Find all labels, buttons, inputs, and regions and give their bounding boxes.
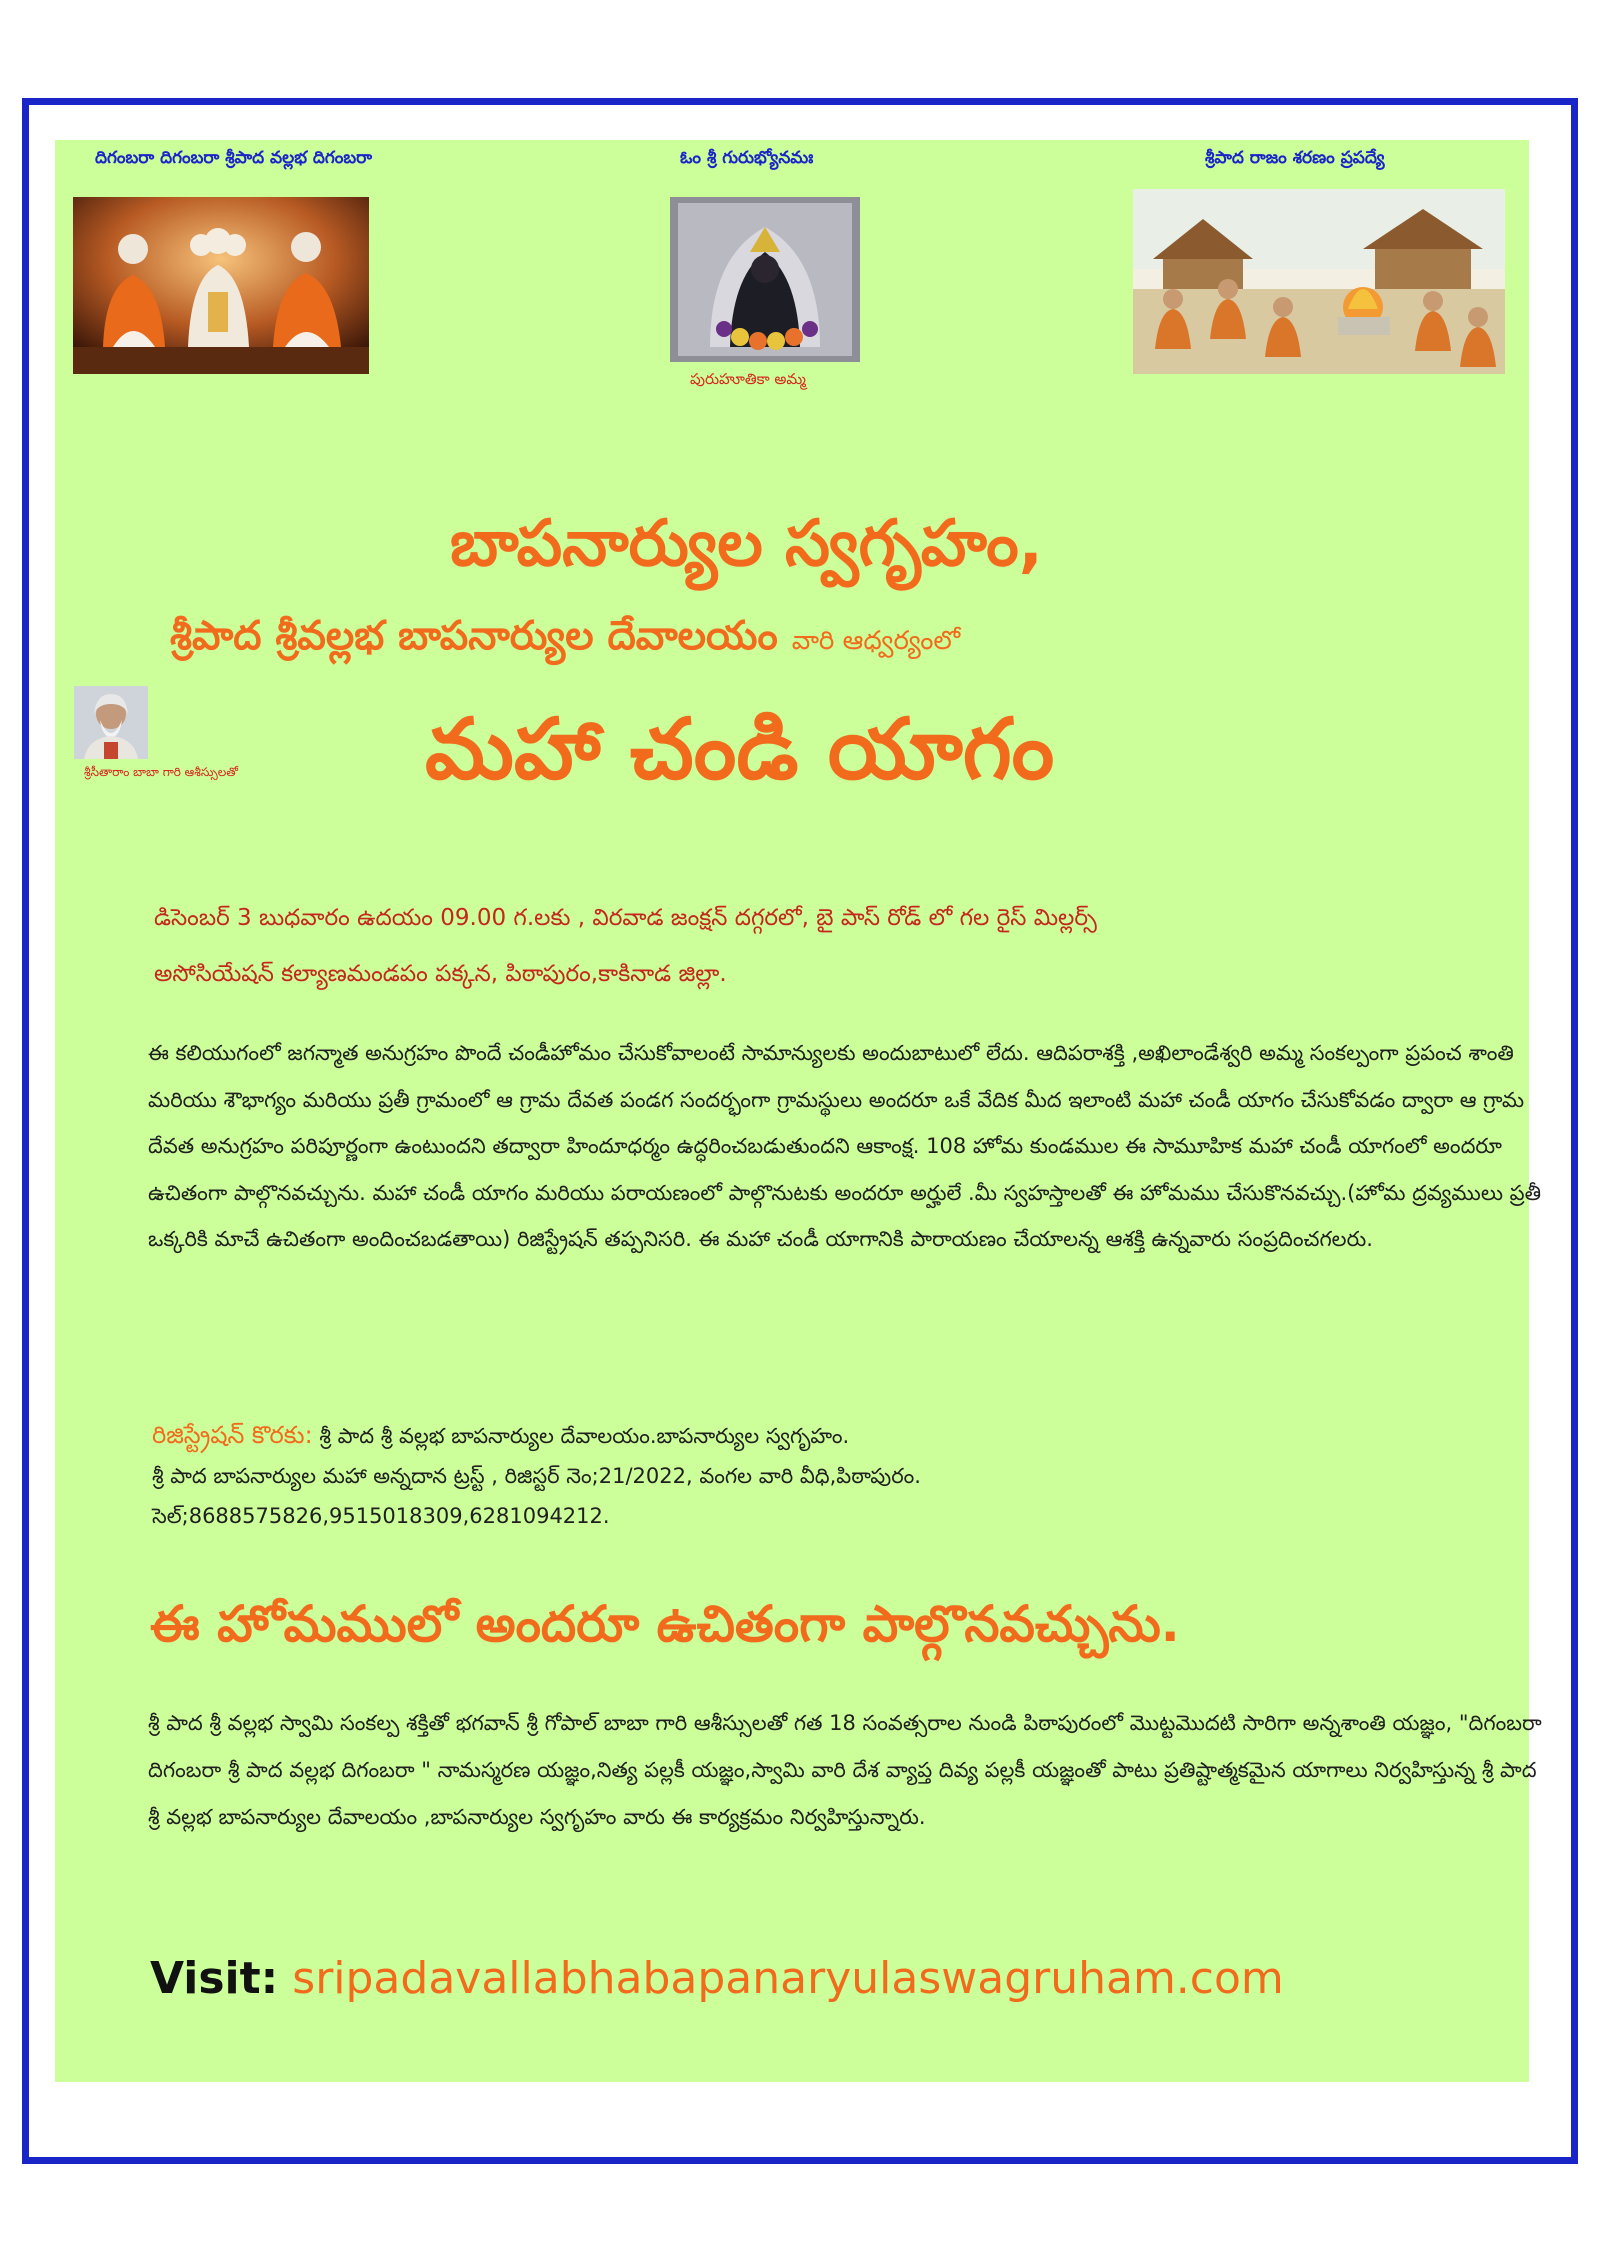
registration-address-1: శ్రీ పాద శ్రీ వల్లభ బాపనార్యుల దేవాలయం.బాపనార్యుల స్వగృహం.: [319, 1424, 850, 1448]
event-details: [154, 890, 1097, 1002]
header-right-text: శ్రీపాద రాజం శరణం ప్రపద్యే: [1205, 148, 1385, 168]
visit-label: Visit:: [150, 1953, 279, 2004]
registration-phones: సెల్;8688575826,9515018309,6281094212.: [152, 1504, 610, 1528]
deity-caption: పురుహూతికా అమ్మ: [690, 370, 806, 388]
event-line-2: అసోసియేషన్ కల్యాణమండపం పక్కన, పిఠాపురం,కాకినాడ జిల్లా.: [154, 961, 727, 987]
visit-line: [150, 1953, 1284, 2004]
baba-caption: శ్రీసీతారాం బాబా గారి ఆశీస్సులతో: [84, 765, 238, 779]
header-left-text: దిగంబరా దిగంబరా శ్రీపాద వల్లభ దిగంబరా: [95, 148, 373, 168]
saints-idols-photo: [73, 197, 369, 374]
event-line-1: డిసెంబర్ 3 బుధవారం ఉదయం 09.00 గ.లకు , విరవాడ జంక్షన్ దగ్గరలో, బై పాస్ రోడ్ లో గల రైస్ మిల్లర్స్: [154, 905, 1097, 931]
website-link[interactable]: sripadavallabhabapanaryulaswagruham.com: [292, 1953, 1284, 2004]
registration-label: రిజిస్ట్రేషన్ కొరకు:: [152, 1421, 313, 1449]
baba-photo: [74, 686, 148, 759]
title-line-2-suffix: వారి ఆధ్వర్యంలో: [791, 626, 961, 656]
title-line-2-main: శ్రీపాద శ్రీవల్లభ బాపనార్యుల దేవాలయం: [170, 613, 778, 659]
participation-highlight: ఈ హోమములో అందరూ ఉచితంగా పాల్గొనవచ్చును.: [150, 1595, 1180, 1653]
about-paragraph: శ్రీ పాద శ్రీ వల్లభ స్వామి సంకల్ప శక్తితో భగవాన్ శ్రీ గోపాల్ బాబా గారి ఆశీస్సులతో గత 18 సంవత్సరాల నుండి పిఠాపురంలో మొట్టమొదటి సారిగా అన్నశాంతి యజ్ఞం, "దిగంబరా దిగంబరా శ్రీ పాద వల్లభ దిగంబరా " నామస్మరణ యజ్ఞం,నిత్య పల్లకీ యజ్ఞం,స్వామి వారి దేశ వ్యాప్త దివ్య పల్లకీ యజ్ఞంతో పాటు ప్రతిష్టాత్మకమైన యాగాలు నిర్వహిస్తున్న శ్రీ పాద శ్రీ వల్లభ బాపనార్యుల దేవాలయం ,బాపనార్యుల స్వగృహం వారు ఈ కార్యక్రమం నిర్వహిస్తున్నారు.: [148, 1711, 1542, 1829]
header-center-text: ఓం శ్రీ గురుభ్యోనమః: [680, 148, 814, 168]
title-line-2: [170, 613, 960, 669]
registration-block: [152, 1415, 921, 1536]
registration-line-2: శ్రీ పాద బాపనార్యుల మహా అన్నదాన ట్రస్ట్ , రిజిస్టర్ నెం;21/2022, వంగల వారి వీధి,పిఠాపురం.: [152, 1464, 921, 1488]
registration-line-1: [152, 1415, 921, 1456]
deity-photo: [670, 197, 860, 362]
title-line-1: బాపనార్యుల స్వగృహం,: [450, 507, 1043, 581]
title-line-3: మహా చండి యాగం: [425, 700, 1055, 798]
description-paragraph: ఈ కలియుగంలో జగన్మాత అనుగ్రహం పొందే చండీహోమం చేసుకోవాలంటే సామాన్యులకు అందుబాటులో లేదు. ఆదిపరాశక్తి ,అఖిలాండేశ్వరి అమ్మ సంకల్పంగా ప్రపంచ శాంతి మరియు శౌభాగ్యం మరియు ప్రతీ గ్రామంలో ఆ గ్రామ దేవత పండగ సందర్భంగా గ్రామస్థులు అందరూ ఒకే వేదిక మీద ఇలాంటి మహా చండీ యాగం చేసుకోవడం ద్వారా ఆ గ్రామ దేవత అనుగ్రహం పరిపూర్ణంగా ఉంటుందని తద్వారా హిందూధర్మం ఉద్ధరించబడుతుందని ఆకాంక్ష. 108 హోమ కుండముల ఈ సామూహిక మహా చండీ యాగంలో అందరూ ఉచితంగా పాల్గొనవచ్చును. మహా చండీ యాగం మరియు పరాయణంలో పాల్గొనుటకు అందరూ అర్హులే .మీ స్వహస్తాలతో ఈ హోమము చేసుకొనవచ్చు.(హోమ ద్రవ్యములు ప్రతీ ఒక్కరికి మాచే ఉచితంగా అందించబడతాయి) రిజిస్ట్రేషన్ తప్పనిసరి. ఈ మహా చండీ యాగానికి పారాయణం చేయాలన్న ఆశక్తి ఉన్నవారు సంప్రదించగలరు.: [148, 1041, 1542, 1251]
sages-homa-illustration: [1133, 189, 1505, 374]
